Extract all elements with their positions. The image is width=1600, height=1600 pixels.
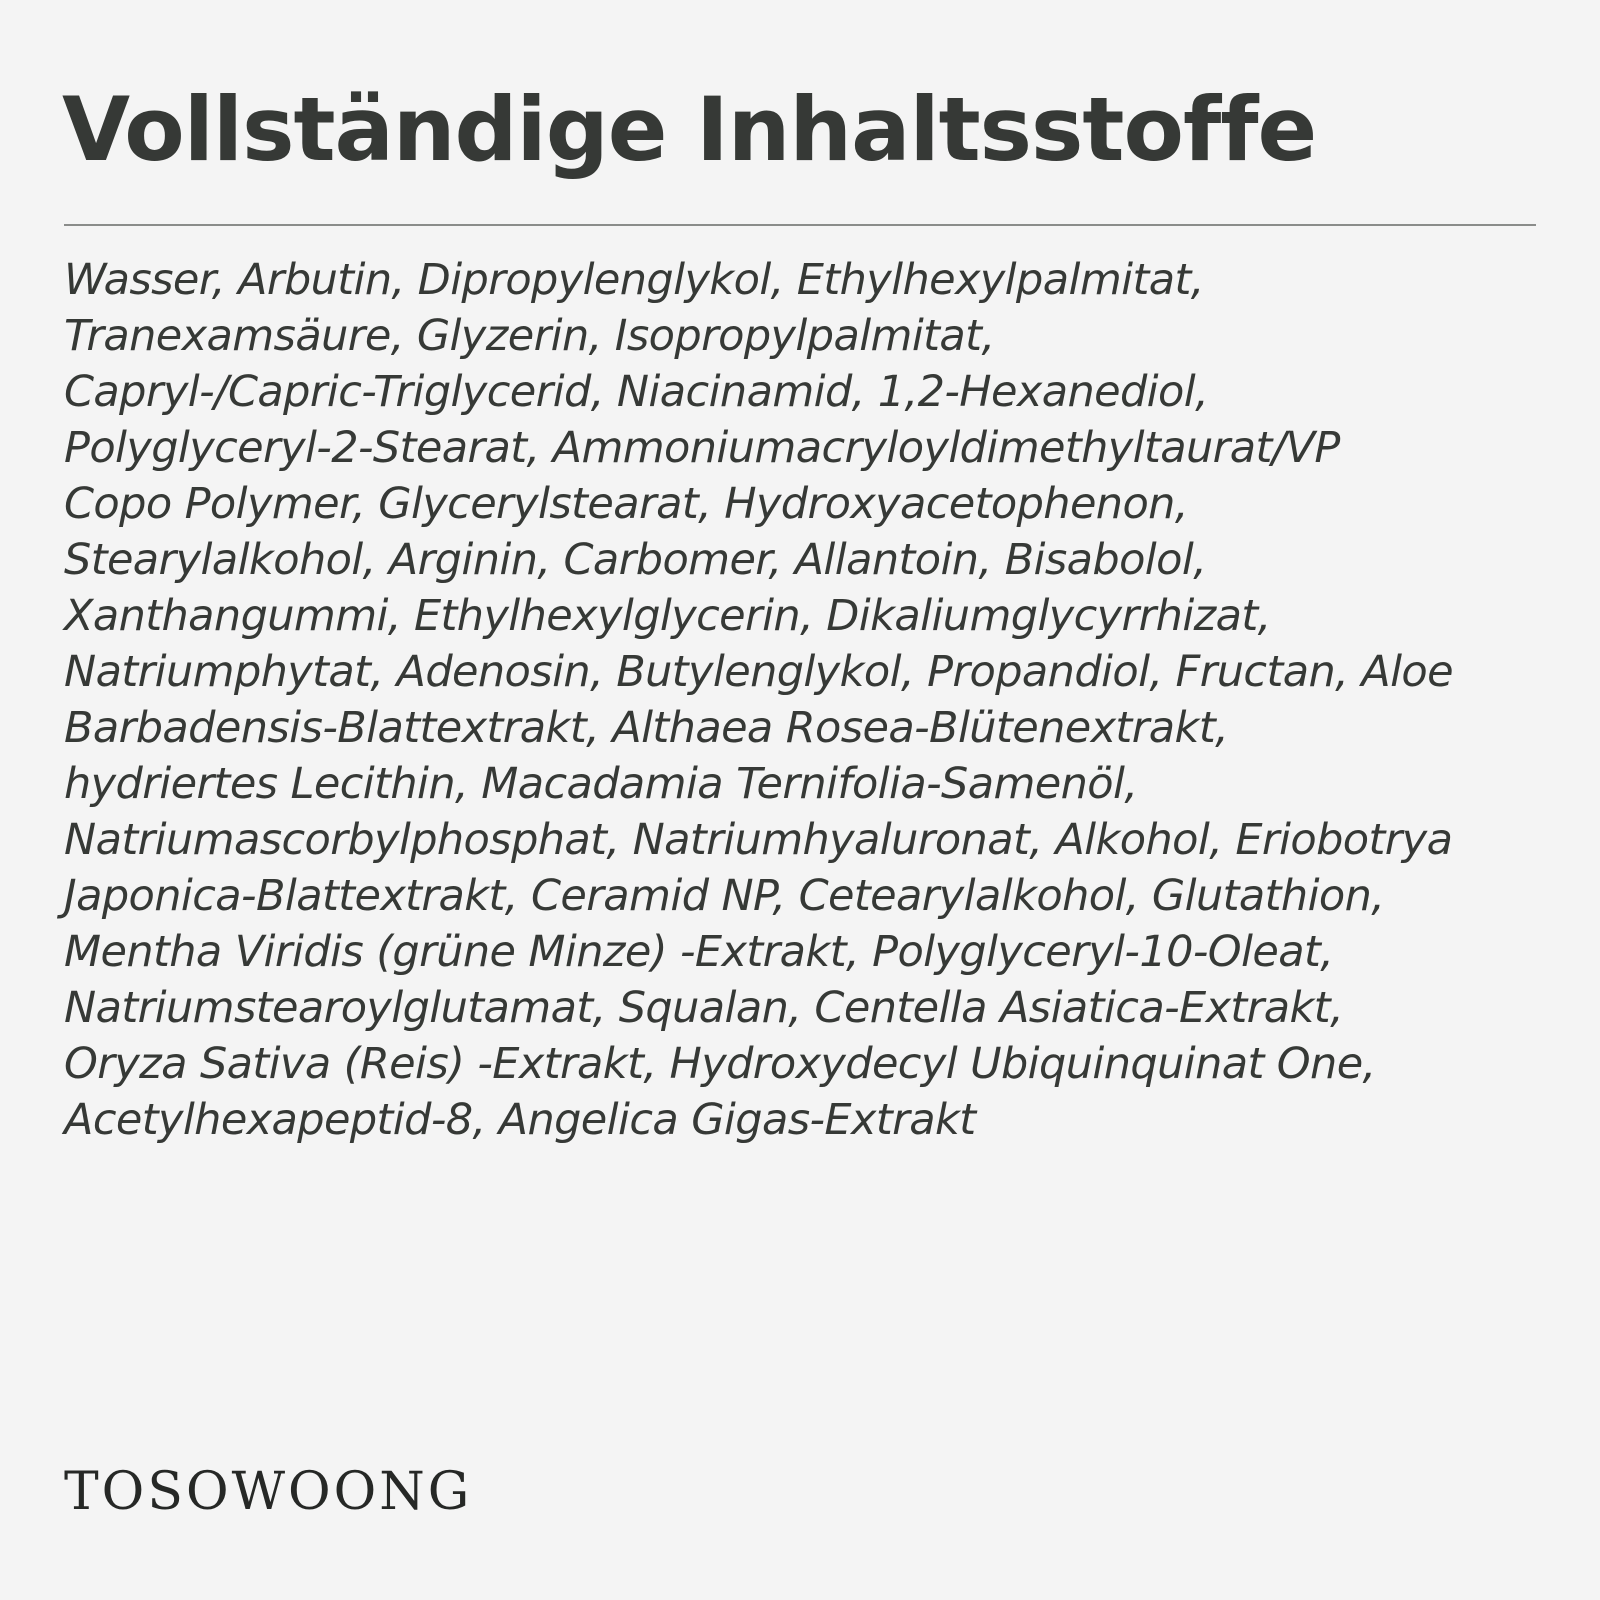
ingredient-line: hydriertes Lecithin, Macadamia Ternifolia-Samenöl,	[64, 759, 1138, 809]
ingredient-line: Stearylalkohol, Arginin, Carbomer, Allantoin, Bisabolol,	[64, 535, 1207, 585]
ingredient-line: Natriumascorbylphosphat, Natriumhyaluronat, Alkohol, Eriobotrya	[64, 815, 1453, 865]
ingredient-line: Wasser, Arbutin, Dipropylenglykol, Ethylhexylpalmitat,	[64, 255, 1204, 305]
ingredient-line: Japonica-Blattextrakt, Ceramid NP, Cetearylalkohol, Glutathion,	[64, 871, 1385, 921]
title-divider	[64, 224, 1536, 226]
ingredient-line: Natriumphytat, Adenosin, Butylenglykol, Propandiol, Fructan, Aloe	[64, 647, 1453, 697]
ingredient-line: Polyglyceryl-2-Stearat, Ammoniumacryloyldimethyltaurat/VP	[64, 423, 1340, 473]
ingredient-line: Oryza Sativa (Reis) -Extrakt, Hydroxydecyl Ubiquinquinat One,	[64, 1039, 1376, 1089]
ingredient-line: Tranexamsäure, Glyzerin, Isopropylpalmitat,	[64, 311, 995, 361]
ingredient-list	[64, 252, 1544, 1148]
page-title: Vollständige Inhaltsstoffe	[62, 78, 1317, 181]
ingredient-line: Xanthangummi, Ethylhexylglycerin, Dikaliumglycyrrhizat,	[64, 591, 1271, 641]
ingredient-line: Barbadensis-Blattextrakt, Althaea Rosea-Blütenextrakt,	[64, 703, 1229, 753]
ingredient-line: Capryl-/Capric-Triglycerid, Niacinamid, 1,2-Hexanediol,	[64, 367, 1209, 417]
ingredient-line: Natriumstearoylglutamat, Squalan, Centella Asiatica-Extrakt,	[64, 983, 1344, 1033]
brand-logo: TOSOWOONG	[64, 1462, 473, 1522]
ingredient-line: Acetylhexapeptid-8, Angelica Gigas-Extrakt	[64, 1095, 976, 1145]
ingredient-line: Copo Polymer, Glycerylstearat, Hydroxyacetophenon,	[64, 479, 1188, 529]
ingredient-line: Mentha Viridis (grüne Minze) -Extrakt, Polyglyceryl-10-Oleat,	[64, 927, 1334, 977]
